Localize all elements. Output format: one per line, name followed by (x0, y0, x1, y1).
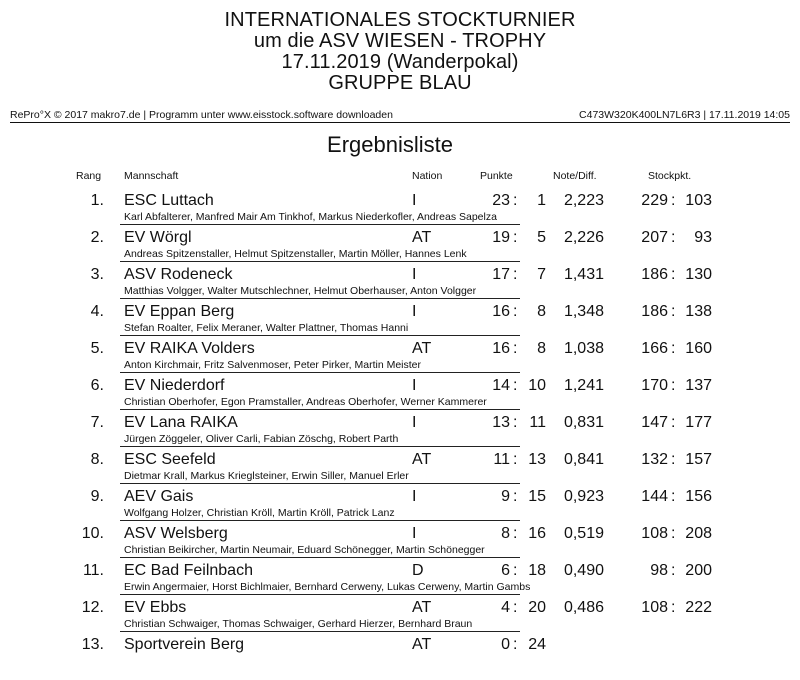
nation-cell: I (412, 303, 417, 320)
stock-separator: : (671, 451, 676, 468)
stock-for: 144 (641, 488, 668, 505)
team-cell: AEV Gais (124, 488, 194, 505)
players-cell: Christian Beikircher, Martin Neumair, Eduard Schönegger, Martin Schönegger (124, 544, 485, 556)
points-lost: 15 (528, 488, 546, 505)
col-stock-header: Stockpkt. (648, 170, 692, 182)
note-cell: 1,348 (563, 303, 604, 320)
stock-for: 108 (641, 525, 668, 542)
col-note-header: Note/Diff. (553, 170, 597, 182)
players-cell: Karl Abfalterer, Manfred Mair Am Tinkhof, Markus Niederkofler, Andreas Sapelza (124, 211, 497, 223)
nation-cell: I (412, 414, 417, 431)
stock-against: 138 (685, 303, 712, 320)
rank-cell: 8. (90, 451, 104, 468)
points-lost: 13 (528, 451, 546, 468)
team-cell: EV Niederdorf (124, 377, 225, 394)
header-trophy: um die ASV WIESEN - TROPHY (253, 30, 547, 52)
players-cell: Wolfgang Holzer, Christian Kröll, Martin Kröll, Patrick Lanz (124, 507, 395, 519)
stock-against: 157 (685, 451, 712, 468)
stock-separator: : (671, 599, 676, 616)
team-cell: EV Eppan Berg (124, 303, 235, 320)
points-won: 19 (492, 229, 510, 246)
points-separator: : (513, 340, 518, 357)
points-won: 11 (493, 451, 510, 468)
nation-cell: D (412, 562, 424, 579)
players-cell: Christian Oberhofer, Egon Pramstaller, Andreas Oberhofer, Werner Kammerer (124, 396, 487, 408)
nation-cell: AT (412, 451, 432, 468)
stock-against: 222 (685, 599, 712, 616)
points-won: 14 (492, 377, 510, 394)
points-lost: 18 (528, 562, 546, 579)
points-won: 13 (492, 414, 510, 431)
header-group: GRUPPE BLAU (328, 72, 472, 94)
row-divider (120, 335, 520, 336)
team-cell: ESC Seefeld (124, 451, 216, 468)
note-cell: 2,226 (563, 229, 604, 246)
points-won: 16 (492, 340, 510, 357)
row-divider (120, 224, 520, 225)
points-won: 16 (492, 303, 510, 320)
stock-for: 207 (641, 229, 668, 246)
row-divider (120, 298, 520, 299)
col-team-header: Mannschaft (124, 170, 179, 182)
row-divider (120, 483, 520, 484)
stock-separator: : (671, 377, 676, 394)
rank-cell: 10. (81, 525, 104, 542)
points-separator: : (513, 414, 518, 431)
header-title: INTERNATIONALES STOCKTURNIER (224, 9, 576, 31)
col-nation-header: Nation (412, 170, 443, 182)
nation-cell: AT (412, 340, 432, 357)
nation-cell: AT (412, 229, 432, 246)
note-cell: 0,831 (563, 414, 604, 431)
table-row (0, 303, 800, 340)
note-cell: 0,486 (563, 599, 604, 616)
col-points-header: Punkte (480, 170, 513, 182)
points-separator: : (513, 451, 518, 468)
rank-cell: 1. (90, 192, 104, 209)
players-cell: Erwin Angermaier, Horst Bichlmaier, Bernhard Cerweny, Lukas Cerweny, Martin Gambs (124, 581, 531, 593)
table-row (0, 636, 800, 673)
points-won: 8 (501, 525, 510, 542)
note-cell: 1,241 (563, 377, 604, 394)
rank-cell: 9. (90, 488, 104, 505)
points-separator: : (513, 599, 518, 616)
rank-cell: 12. (81, 599, 104, 616)
nation-cell: I (412, 266, 417, 283)
note-cell: 1,038 (563, 340, 604, 357)
table-row (0, 377, 800, 414)
points-won: 9 (501, 488, 510, 505)
team-cell: ASV Rodeneck (124, 266, 233, 283)
team-cell: EV RAIKA Volders (124, 340, 255, 357)
team-cell: EV Ebbs (124, 599, 187, 616)
rank-cell: 6. (90, 377, 104, 394)
points-lost: 11 (529, 414, 546, 431)
note-cell: 0,923 (563, 488, 604, 505)
points-lost: 16 (528, 525, 546, 542)
print-code-timestamp: C473W320K400LN7L6R3 | 17.11.2019 14:05 (579, 109, 790, 121)
stock-separator: : (671, 488, 676, 505)
points-won: 0 (501, 636, 510, 653)
stock-separator: : (671, 303, 676, 320)
points-won: 4 (501, 599, 510, 616)
note-cell: 0,519 (563, 525, 604, 542)
players-cell: Stefan Roalter, Felix Meraner, Walter Plattner, Thomas Hanni (124, 322, 409, 334)
stock-against: 200 (685, 562, 712, 579)
row-divider (120, 261, 520, 262)
stock-separator: : (671, 414, 676, 431)
stock-for: 186 (641, 266, 668, 283)
row-divider (120, 446, 520, 447)
table-row (0, 340, 800, 377)
rank-cell: 5. (90, 340, 104, 357)
players-cell: Matthias Volgger, Walter Mutschlechner, Helmut Oberhauser, Anton Volgger (124, 285, 477, 297)
points-lost: 10 (528, 377, 546, 394)
stock-against: 137 (685, 377, 712, 394)
rank-cell: 3. (90, 266, 104, 283)
results-title: Ergebnisliste (327, 132, 453, 157)
table-row (0, 414, 800, 451)
stock-for: 186 (641, 303, 668, 320)
stock-for: 108 (641, 599, 668, 616)
table-row (0, 192, 800, 229)
stock-for: 147 (641, 414, 668, 431)
points-lost: 20 (528, 599, 546, 616)
row-divider (120, 520, 520, 521)
stock-separator: : (671, 266, 676, 283)
points-lost: 24 (528, 636, 546, 653)
players-cell: Christian Schwaiger, Thomas Schwaiger, Gerhard Hierzer, Bernhard Braun (124, 618, 473, 630)
row-divider (120, 372, 520, 373)
stock-for: 170 (641, 377, 668, 394)
nation-cell: I (412, 192, 417, 209)
note-cell: 0,490 (563, 562, 604, 579)
tournament-header (0, 10, 800, 94)
note-cell: 1,431 (563, 266, 604, 283)
table-row (0, 229, 800, 266)
stock-for: 166 (641, 340, 668, 357)
team-cell: EV Lana RAIKA (124, 414, 238, 431)
points-lost: 1 (537, 192, 546, 209)
points-lost: 8 (537, 303, 546, 320)
program-credit: RePro°X © 2017 makro7.de | Programm unter www.eisstock.software downloaden (10, 109, 393, 121)
row-divider (120, 594, 520, 595)
team-cell: Sportverein Berg (124, 636, 245, 653)
table-row (0, 488, 800, 525)
rank-cell: 4. (90, 303, 104, 320)
points-won: 23 (492, 192, 510, 209)
points-separator: : (513, 229, 518, 246)
points-won: 17 (492, 266, 510, 283)
points-lost: 8 (537, 340, 546, 357)
stock-against: 208 (685, 525, 712, 542)
team-cell: EC Bad Feilnbach (124, 562, 253, 579)
players-cell: Dietmar Krall, Markus Krieglsteiner, Erwin Siller, Manuel Erler (124, 470, 409, 482)
rank-cell: 2. (90, 229, 104, 246)
stock-for: 132 (641, 451, 668, 468)
stock-against: 160 (685, 340, 712, 357)
nation-cell: I (412, 525, 417, 542)
note-cell: 2,223 (563, 192, 604, 209)
row-divider (120, 631, 520, 632)
team-cell: EV Wörgl (124, 229, 192, 246)
stock-separator: : (671, 562, 676, 579)
points-won: 6 (501, 562, 510, 579)
stock-against: 156 (685, 488, 712, 505)
stock-against: 177 (685, 414, 712, 431)
points-lost: 5 (537, 229, 546, 246)
row-divider (120, 409, 520, 410)
header-date: 17.11.2019 (Wanderpokal) (281, 51, 519, 73)
table-row (0, 266, 800, 303)
stock-against: 130 (685, 266, 712, 283)
team-cell: ESC Luttach (124, 192, 214, 209)
nation-cell: AT (412, 636, 432, 653)
team-cell: ASV Welsberg (124, 525, 228, 542)
stock-against: 103 (685, 192, 712, 209)
points-separator: : (513, 488, 518, 505)
nation-cell: AT (412, 599, 432, 616)
points-lost: 7 (537, 266, 546, 283)
points-separator: : (513, 303, 518, 320)
points-separator: : (513, 636, 518, 653)
col-rank-header: Rang (76, 170, 102, 182)
points-separator: : (513, 266, 518, 283)
stock-separator: : (671, 229, 676, 246)
row-divider (120, 557, 520, 558)
stock-separator: : (671, 525, 676, 542)
rank-cell: 13. (81, 636, 104, 653)
points-separator: : (513, 192, 518, 209)
nation-cell: I (412, 488, 417, 505)
rank-cell: 7. (90, 414, 104, 431)
players-cell: Anton Kirchmair, Fritz Salvenmoser, Peter Pirker, Martin Meister (124, 359, 422, 371)
players-cell: Jürgen Zöggeler, Oliver Carli, Fabian Zöschg, Robert Parth (124, 433, 399, 445)
points-separator: : (513, 377, 518, 394)
program-info-bar (10, 109, 790, 123)
stock-against: 93 (694, 229, 712, 246)
note-cell: 0,841 (563, 451, 604, 468)
table-row (0, 599, 800, 636)
stock-for: 98 (650, 562, 668, 579)
stock-for: 229 (641, 192, 668, 209)
nation-cell: I (412, 377, 417, 394)
points-separator: : (513, 562, 518, 579)
players-cell: Andreas Spitzenstaller, Helmut Spitzenstaller, Martin Möller, Hannes Lenk (124, 248, 467, 260)
table-row (0, 525, 800, 562)
stock-separator: : (671, 192, 676, 209)
rank-cell: 11. (82, 562, 104, 579)
stock-separator: : (671, 340, 676, 357)
table-row (0, 451, 800, 488)
table-row (0, 562, 800, 599)
points-separator: : (513, 525, 518, 542)
